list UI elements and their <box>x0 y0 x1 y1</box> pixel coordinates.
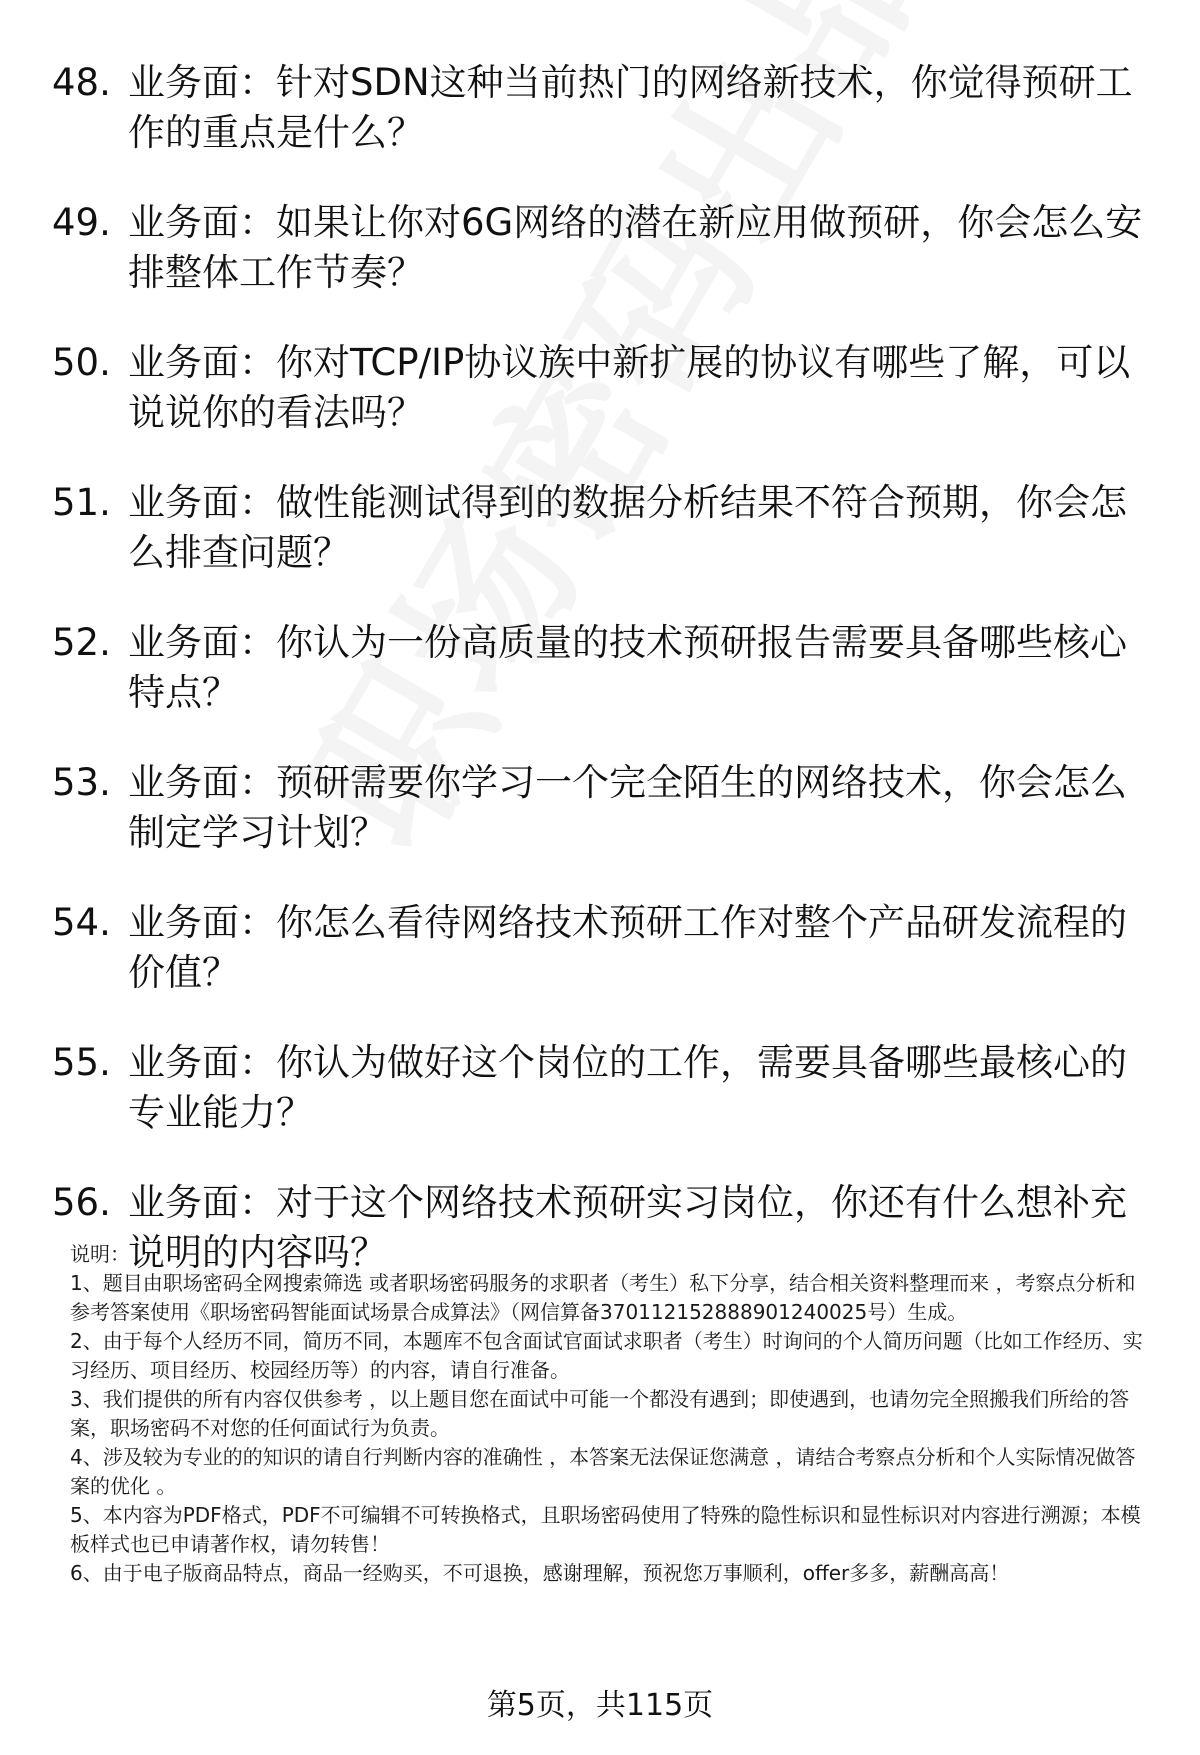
question-number: 52. <box>52 621 111 664</box>
question-item <box>52 898 1162 998</box>
question-text: 业务面：你怎么看待网络技术预研工作对整个产品研发流程的价值？ <box>128 901 1127 994</box>
note-item: 3、我们提供的所有内容仅供参考 ，以上题目您在面试中可能一个都没有遇到；即使遇到，也请勿完全照搬我们所给的答案，职场密码不对您的任何面试行为负责。 <box>70 1387 1130 1440</box>
note-item: 5、本内容为PDF格式，PDF不可编辑不可转换格式，且职场密码使用了特殊的隐性标识和显性标识对内容进行溯源；本模板样式也已申请著作权，请勿转售！ <box>70 1503 1141 1556</box>
question-number: 53. <box>52 761 111 804</box>
question-number: 49. <box>52 201 111 244</box>
question-item <box>52 618 1162 718</box>
question-item <box>52 58 1162 158</box>
question-number: 50. <box>52 341 111 384</box>
question-text: 业务面：预研需要你学习一个完全陌生的网络技术，你会怎么制定学习计划？ <box>128 761 1127 854</box>
question-text: 业务面：做性能测试得到的数据分析结果不符合预期，你会怎么排查问题？ <box>128 481 1127 574</box>
page-number: 第5页，共115页 <box>486 1688 714 1723</box>
question-item <box>52 1038 1162 1138</box>
question-text: 业务面：你认为做好这个岗位的工作，需要具备哪些最核心的专业能力？ <box>128 1041 1127 1134</box>
note-item: 4、涉及较为专业的的知识的请自行判断内容的准确性 ，本答案无法保证您满意 ，请结合考察点分析和个人实际情况做答案的优化 。 <box>70 1445 1136 1498</box>
question-item <box>52 758 1162 858</box>
question-text: 业务面：对于这个网络技术预研实习岗位，你还有什么想补充说明的内容吗？ <box>128 1181 1127 1274</box>
question-number: 55. <box>52 1041 111 1084</box>
question-text: 业务面：针对SDN这种当前热门的网络新技术，你觉得预研工作的重点是什么？ <box>128 61 1133 154</box>
question-text: 业务面：如果让你对6G网络的潜在新应用做预研，你会怎么安排整体工作节奏？ <box>128 201 1143 294</box>
note-item: 1、题目由职场密码全网搜索筛选 或者职场密码服务的求职者（考生）私下分享，结合相关资料整理而来 ，考察点分析和参考答案使用《职场密码智能面试场景合成算法》（网信算备370112152888901240025号）生成。 <box>70 1271 1136 1324</box>
question-text: 业务面：你对TCP/IP协议族中新扩展的协议有哪些了解，可以说说你的看法吗？ <box>128 341 1131 434</box>
question-number: 54. <box>52 901 111 944</box>
question-item <box>52 478 1162 578</box>
notes-section <box>70 1240 1155 1588</box>
note-item: 6、由于电子版商品特点，商品一经购买，不可退换，感谢理解，预祝您万事顺利，offer多多，薪酬高高！ <box>70 1561 1010 1585</box>
question-number: 48. <box>52 61 111 104</box>
question-text: 业务面：你认为一份高质量的技术预研报告需要具备哪些核心特点？ <box>128 621 1127 714</box>
question-list <box>52 58 1162 1318</box>
question-item <box>52 338 1162 438</box>
notes-heading: 说明： <box>70 1242 130 1266</box>
question-item <box>52 198 1162 298</box>
note-item: 2、由于每个人经历不同，简历不同，本题库不包含面试官面试求职者（考生）时询问的个人简历问题（比如工作经历、实习经历、项目经历、校园经历等）的内容，请自行准备。 <box>70 1329 1143 1382</box>
question-number: 51. <box>52 481 111 524</box>
question-number: 56. <box>52 1181 111 1224</box>
